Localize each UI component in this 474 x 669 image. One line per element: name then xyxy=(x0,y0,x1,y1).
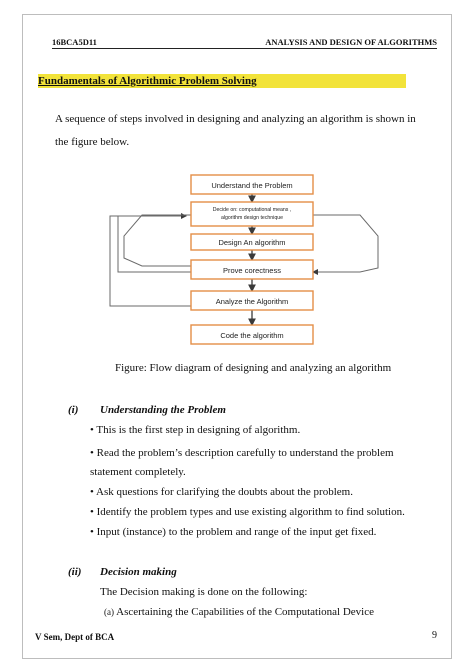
bullet-text: Read the problem’s description carefully to understand the problem xyxy=(96,447,394,459)
intro-paragraph: A sequence of steps involved in designing and analyzing an algorithm is shown in the figure below. xyxy=(55,113,416,148)
page-number: 9 xyxy=(432,630,437,641)
box-decide-on xyxy=(191,202,313,226)
box-analyze-algorithm-label: Analyze the Algorithm xyxy=(215,297,289,306)
list-item xyxy=(90,486,353,498)
subitem-a xyxy=(104,606,374,618)
bullet-continuation: statement completely. xyxy=(90,466,186,478)
bullet-icon: • xyxy=(90,424,94,436)
bullet-icon: • xyxy=(90,447,94,459)
loop-right-hexagon xyxy=(313,215,378,272)
box-decide-on-label-1: Decide on: computational means , xyxy=(212,207,292,213)
box-understand-problem-label: Understand the Problem xyxy=(211,181,293,190)
bullet-text: This is the first step in designing of algorithm. xyxy=(96,424,301,436)
loop-left-hexagon xyxy=(124,215,191,266)
list-item xyxy=(90,506,405,518)
section-2-text: The Decision making is done on the following: xyxy=(100,586,308,598)
bullet-text: Identify the problem types and use existing algorithm to find solution. xyxy=(96,506,405,518)
bullet-text: Ask questions for clarifying the doubts about the problem. xyxy=(96,486,353,498)
bullet-text: Input (instance) to the problem and range of the input get fixed. xyxy=(96,526,377,538)
list-item xyxy=(90,526,376,538)
list-item xyxy=(90,447,394,459)
bullet-icon: • xyxy=(90,526,94,538)
subitem-label: (a) xyxy=(104,607,114,617)
box-code-algorithm-label: Code the algorithm xyxy=(220,331,284,340)
section-title-text: Fundamentals of Algorithmic Problem Solving xyxy=(38,75,257,87)
section-2-title: Decision making xyxy=(100,566,177,578)
loop-left-inner xyxy=(118,216,191,272)
loop-left-outer xyxy=(110,216,191,306)
footer-author: V Sem, Dept of BCA xyxy=(35,632,115,642)
list-item xyxy=(90,424,300,436)
box-prove-correctness-label: Prove corectness xyxy=(223,266,281,275)
figure-caption: Figure: Flow diagram of designing and analyzing an algorithm xyxy=(115,362,392,374)
header-course-code: 16BCA5D11 xyxy=(52,37,97,47)
box-decide-on-label-2: algorithm design technique xyxy=(220,215,284,221)
bullet-icon: • xyxy=(90,486,94,498)
header-subject: ANALYSIS AND DESIGN OF ALGORITHMS xyxy=(265,37,437,47)
bullet-icon: • xyxy=(90,506,94,518)
section-1-title: Understanding the Problem xyxy=(100,404,226,416)
section-1-number: (i) xyxy=(68,404,79,416)
section-2-number: (ii) xyxy=(68,566,82,578)
subitem-text: Ascertaining the Capabilities of the Computational Device xyxy=(116,606,374,618)
box-design-algorithm-label: Design An algorithm xyxy=(218,238,286,247)
